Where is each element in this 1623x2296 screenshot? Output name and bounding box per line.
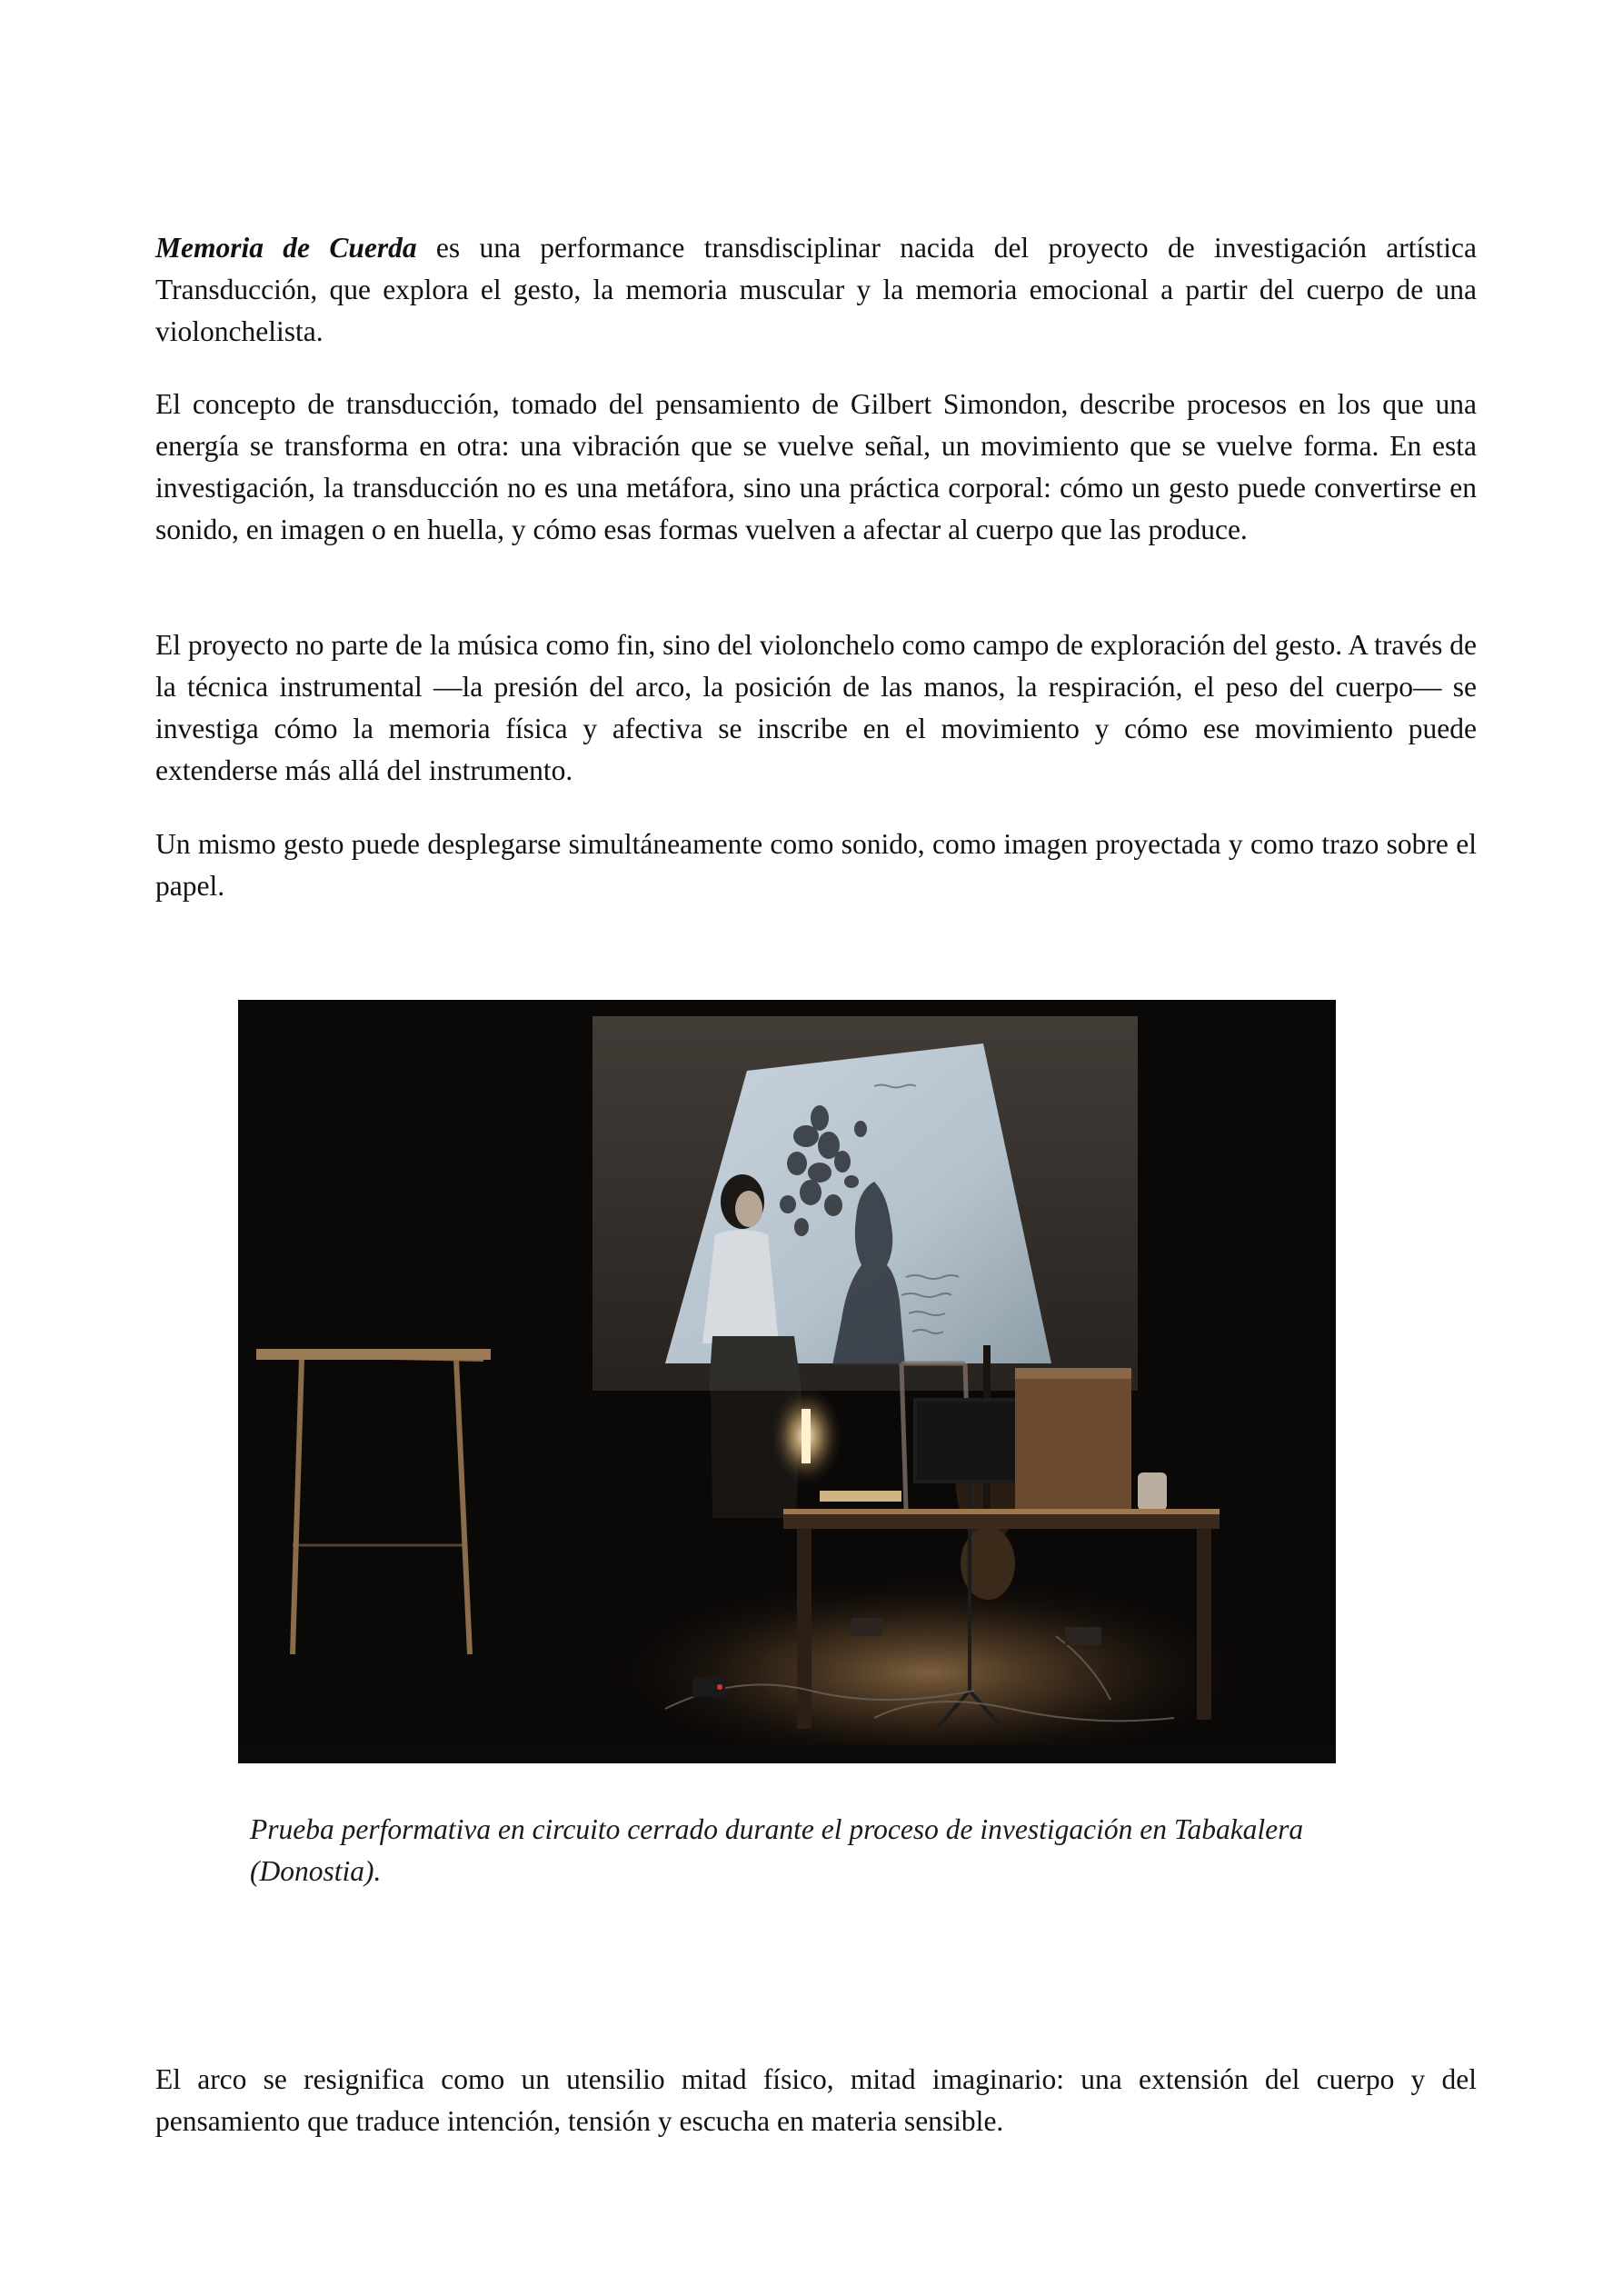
paragraph-project-cello: El proyecto no parte de la música como fin, sino del violonchelo como campo de exploración del gesto. A través de la técnica instrumental —la presión del arco, la posición de las manos, la respiración, el peso del cuerpo— se investiga cómo la memoria física y afectiva se inscribe en el movimiento y cómo ese movimiento puede extenderse más allá del instrumento.	[155, 629, 1477, 786]
paragraph-gesture: Un mismo gesto puede desplegarse simultáneamente como sonido, como imagen proyectada y como trazo sobre el papel.	[155, 828, 1477, 902]
work-title: Memoria de Cuerda	[155, 232, 417, 264]
paragraph-intro-text: es una performance transdisciplinar nacida del proyecto de investigación artística Transducción, que explora el gesto, la memoria muscular y la memoria emocional a partir del cuerpo de una violonchelista.	[155, 232, 1477, 347]
paragraph-transduction-concept: El concepto de transducción, tomado del pensamiento de Gilbert Simondon, describe procesos en los que una energía se transforma en otra: una vibración que se vuelve señal, un movimiento que se vuelve forma. En esta investigación, la transducción no es una metáfora, sino una práctica corporal: cómo un gesto puede convertirse en sonido, en imagen o en huella, y cómo esas formas vuelven a afectar al cuerpo que las produce.	[155, 388, 1477, 545]
paragraph-intro	[155, 227, 1477, 353]
performance-photo	[238, 1000, 1336, 1763]
paragraph-bow: El arco se resignifica como un utensilio mitad físico, mitad imaginario: una extensión del cuerpo y del pensamiento que traduce intención, tensión y escucha en materia sensible.	[155, 2063, 1477, 2137]
photo-caption: Prueba performativa en circuito cerrado durante el proceso de investigación en Tabakalera (Donostia).	[250, 1813, 1304, 1887]
